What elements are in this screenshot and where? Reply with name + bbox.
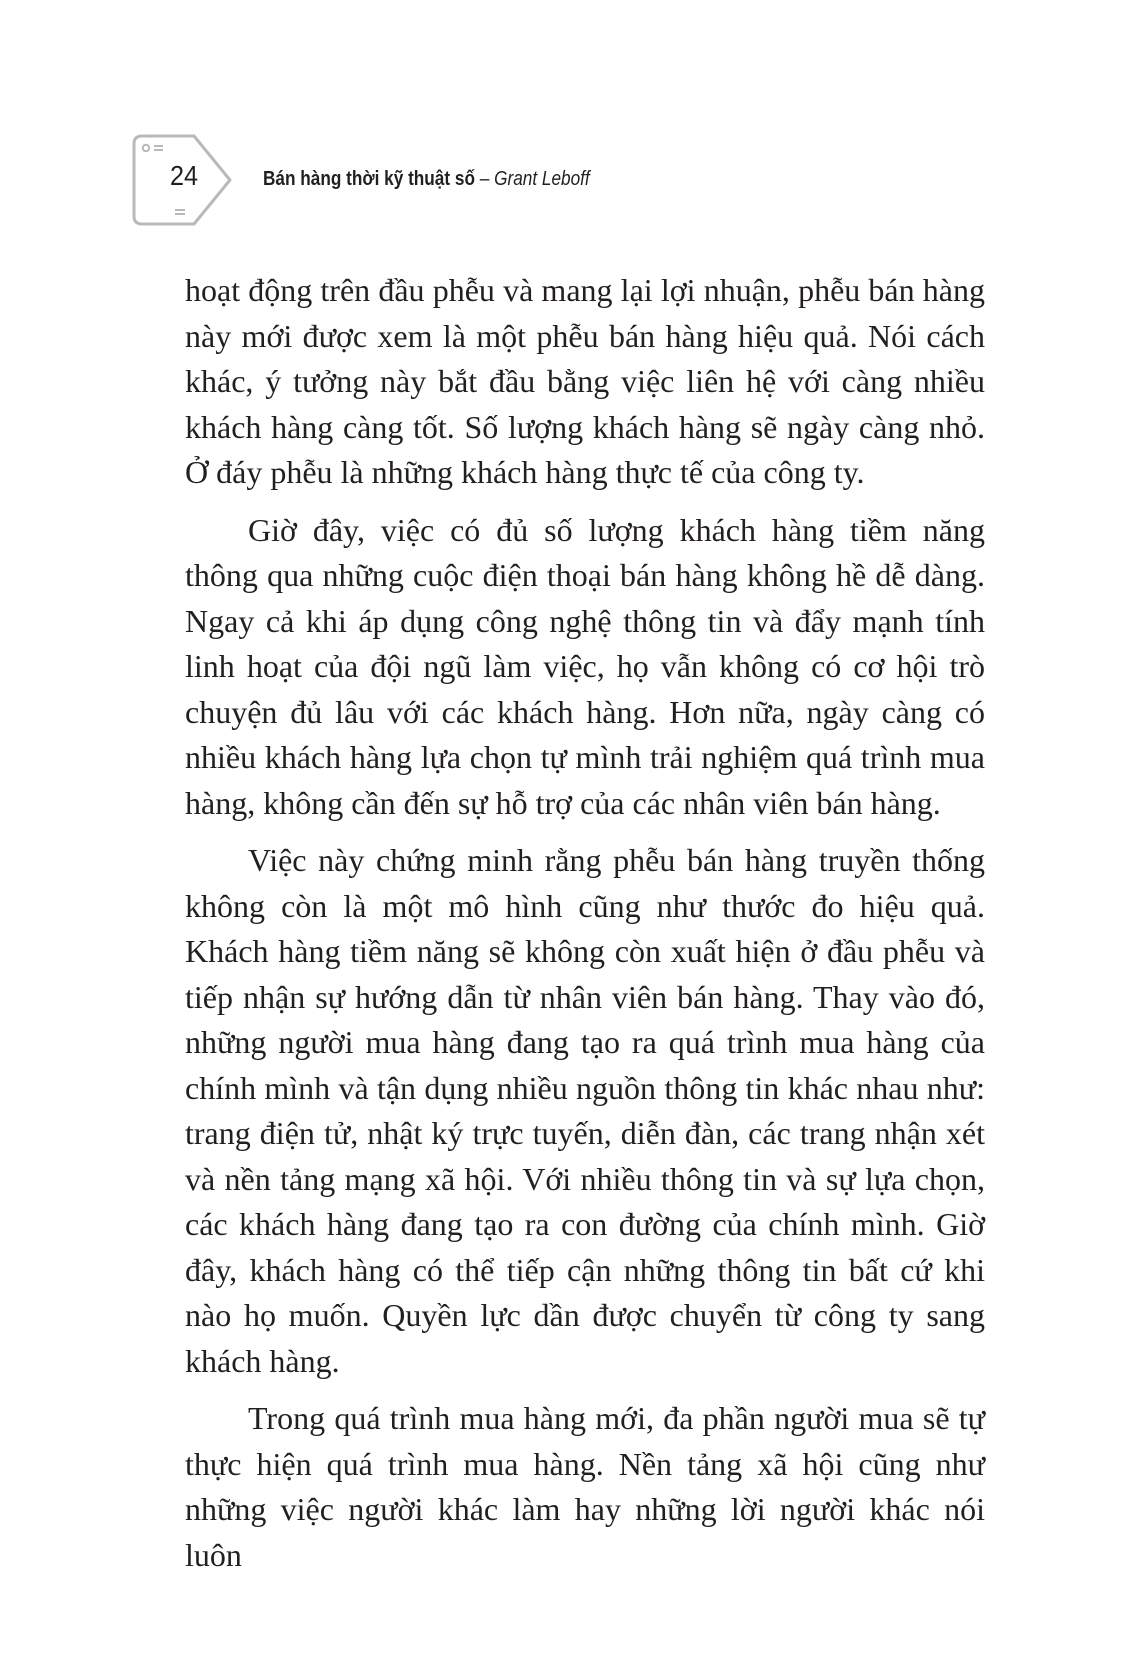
- paragraph-2: Giờ đây, việc có đủ số lượng khách hàng tiềm năng thông qua những cuộc điện thoại bán hàng không hề dễ dàng. Ngay cả khi áp dụng công nghệ thông tin và đẩy mạnh tính linh hoạt của đội ngũ làm việc, họ vẫn không có cơ hội trò chuyện đủ lâu với các khách hàng. Hơn nữa, ngày càng có nhiều khách hàng lựa chọn tự mình trải nghiệm quá trình mua hàng, không cần đến sự hỗ trợ của các nhân viên bán hàng.: [185, 511, 985, 821]
- running-header-title: [263, 168, 590, 191]
- book-title: Bán hàng thời kỹ thuật số: [263, 168, 475, 190]
- page-number: 24: [170, 160, 199, 191]
- body-text: [185, 268, 985, 1578]
- paragraph-4: Trong quá trình mua hàng mới, đa phần người mua sẽ tự thực hiện quá trình mua hàng. Nền tảng xã hội cũng như những việc người khác làm hay những lời người khác nói luôn: [185, 1400, 985, 1573]
- paragraph-3: Việc này chứng minh rằng phễu bán hàng truyền thống không còn là một mô hình cũng như thước đo hiệu quả. Khách hàng tiềm năng sẽ không còn xuất hiện ở đầu phễu và tiếp nhận sự hướng dẫn từ nhân viên bán hàng. Thay vào đó, những người mua hàng đang tạo ra quá trình mua hàng của chính mình và tận dụng nhiều nguồn thông tin khác nhau như: trang điện tử, nhật ký trực tuyến, diễn đàn, các trang nhận xét và nền tảng mạng xã hội. Với nhiều thông tin và sự lựa chọn, các khách hàng đang tạo ra con đường của chính mình. Giờ đây, khách hàng có thể tiếp cận những thông tin bất cứ khi nào họ muốn. Quyền lực dần được chuyển từ công ty sang khách hàng.: [185, 842, 985, 1379]
- paragraph-1: hoạt động trên đầu phễu và mang lại lợi nhuận, phễu bán hàng này mới được xem là một phễu bán hàng hiệu quả. Nói cách khác, ý tưởng này bắt đầu bằng việc liên hệ với càng nhiều khách hàng càng tốt. Số lượng khách hàng sẽ ngày càng nhỏ. Ở đáy phễu là những khách hàng thực tế của công ty.: [185, 272, 985, 490]
- page-header: [130, 130, 1030, 230]
- author-name: Grant Leboff: [494, 168, 590, 190]
- title-separator: –: [474, 168, 495, 190]
